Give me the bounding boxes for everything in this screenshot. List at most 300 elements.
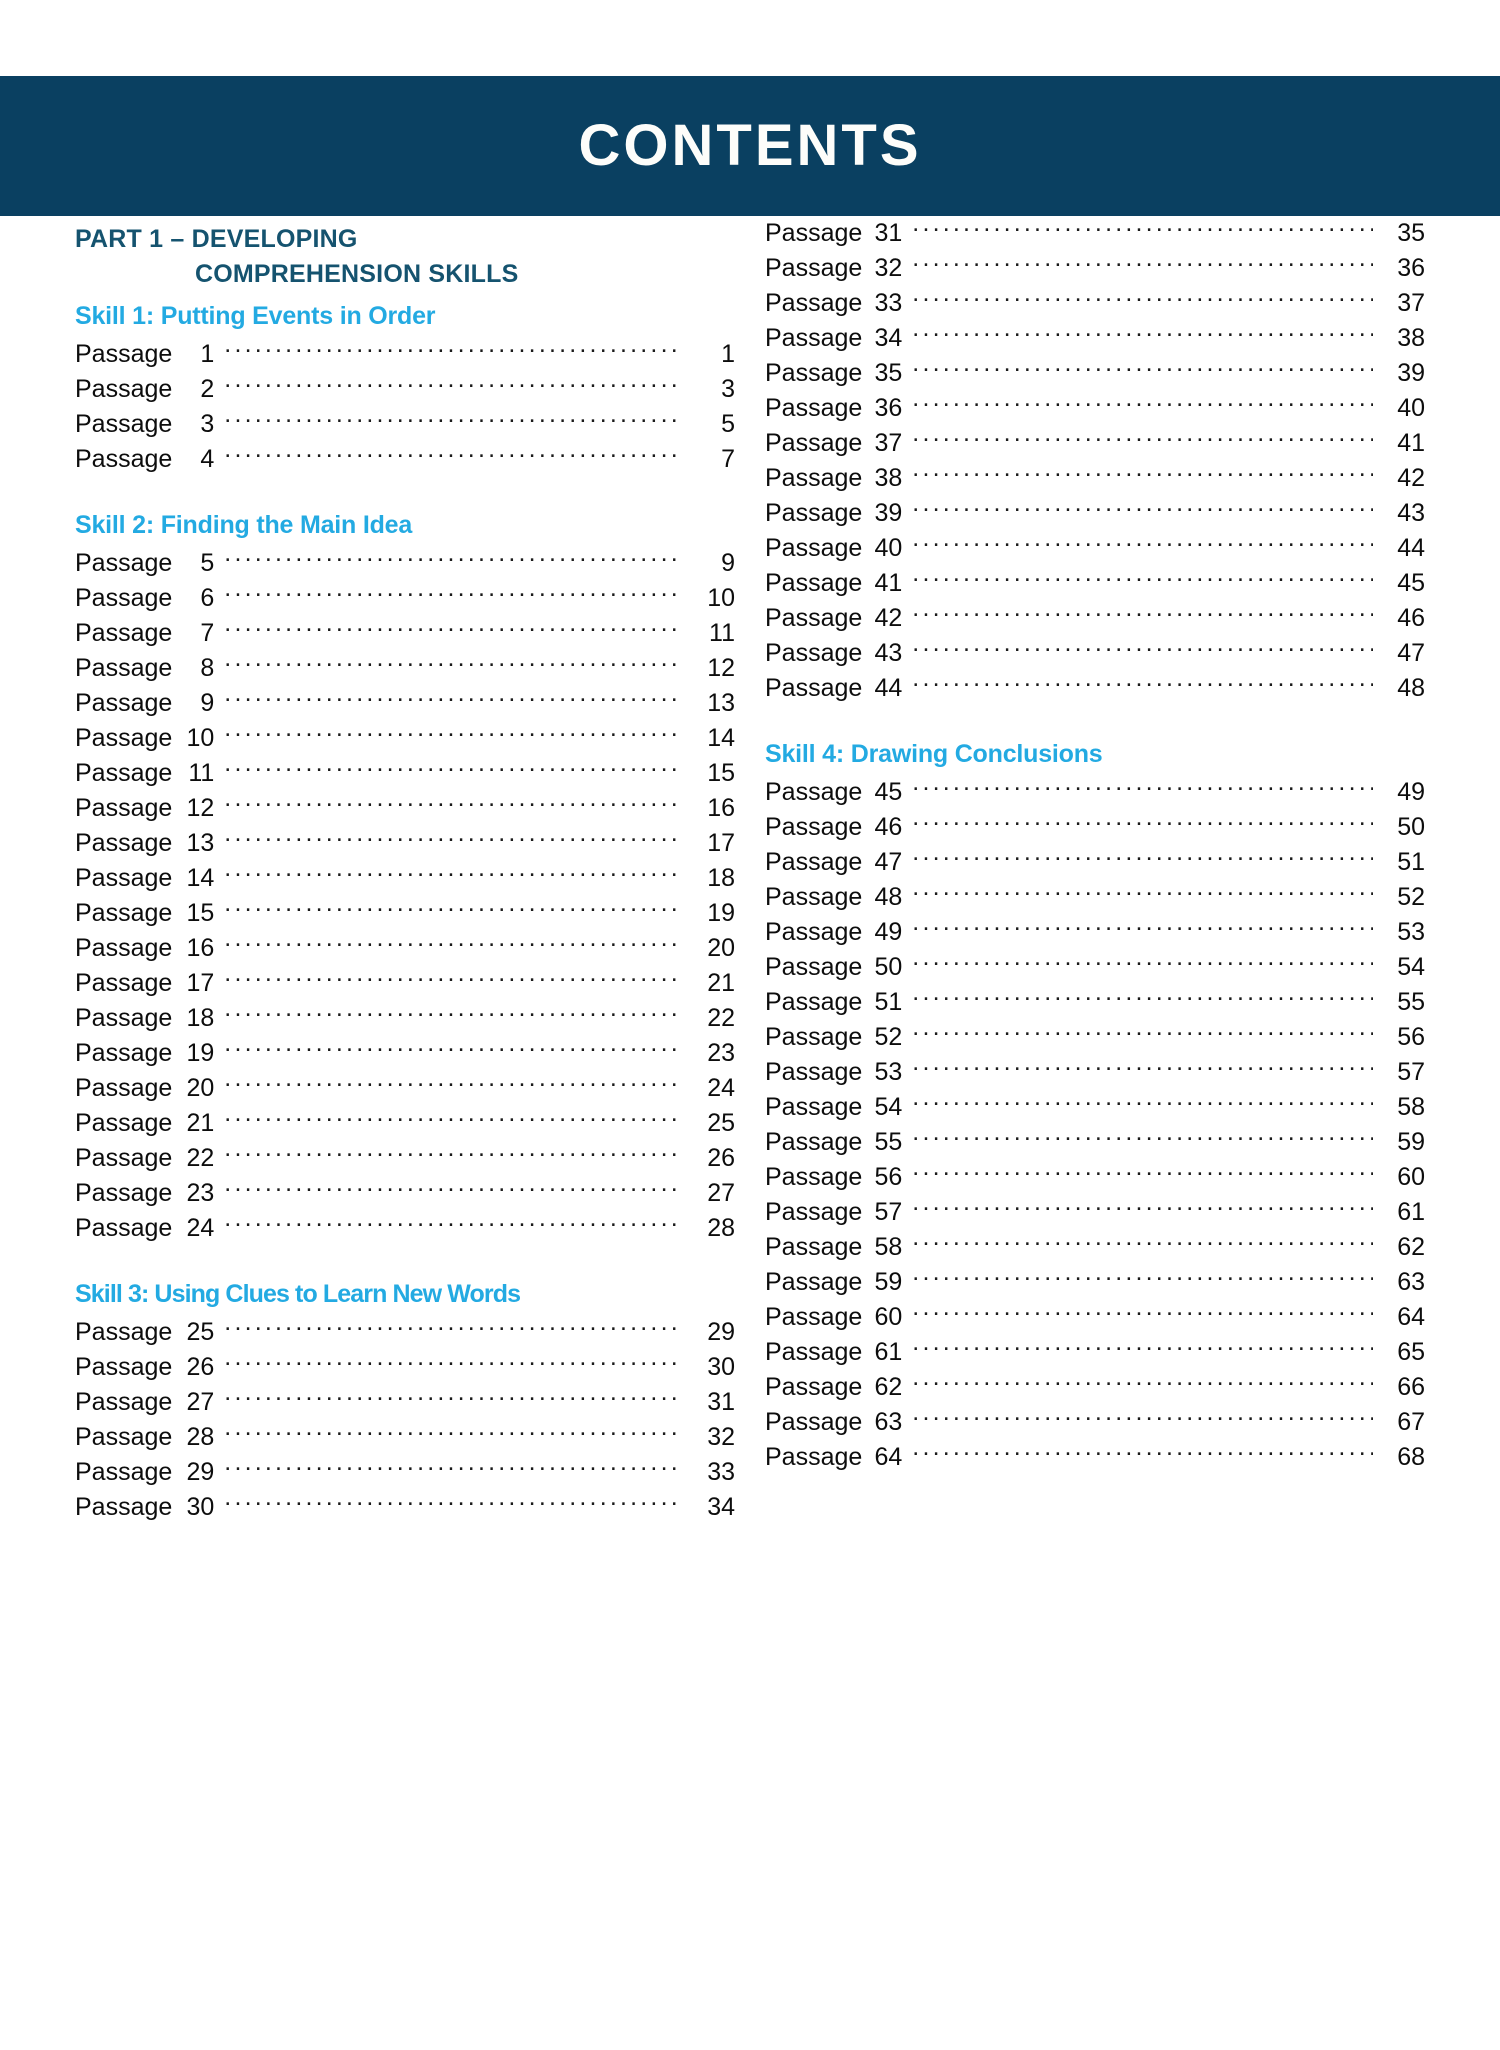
part-heading <box>75 222 735 292</box>
contents-entry-row[interactable] <box>765 1160 1425 1195</box>
entry-page-number: 64 <box>1397 1303 1425 1331</box>
skill-heading-1: Skill 1: Putting Events in Order <box>75 302 436 330</box>
entry-label: Passage <box>765 1303 863 1331</box>
dot-leader <box>912 1335 1373 1360</box>
dot-leader <box>912 1160 1373 1185</box>
entry-label: Passage <box>765 953 863 981</box>
entry-number: 26 <box>186 1353 215 1381</box>
entry-number: 32 <box>874 254 903 282</box>
contents-entry-row[interactable] <box>75 337 735 372</box>
entry-label: Passage <box>765 394 863 422</box>
entry-number: 41 <box>874 569 903 597</box>
dot-leader <box>224 721 683 746</box>
entry-list-skill-2 <box>75 546 735 1246</box>
entry-label: Passage <box>75 1388 173 1416</box>
dot-leader <box>224 1455 683 1480</box>
dot-leader <box>912 985 1373 1010</box>
entry-number: 6 <box>200 584 215 612</box>
dot-leader <box>912 845 1373 870</box>
dot-leader <box>224 1036 683 1061</box>
contents-entry-row[interactable] <box>75 791 735 826</box>
entry-label: Passage <box>765 254 863 282</box>
entry-label: Passage <box>75 794 173 822</box>
entry-label: Passage <box>765 1338 863 1366</box>
entry-number: 52 <box>874 1023 903 1051</box>
dot-leader <box>912 1265 1373 1290</box>
entry-number: 1 <box>200 340 215 368</box>
entry-page-number: 35 <box>1397 219 1425 247</box>
dot-leader <box>224 1106 683 1131</box>
contents-entry-row[interactable] <box>75 407 735 442</box>
contents-entry-row[interactable] <box>765 915 1425 950</box>
contents-entry-row[interactable] <box>765 1230 1425 1265</box>
contents-entry-row[interactable] <box>75 1420 735 1455</box>
dot-leader <box>224 1141 683 1166</box>
dot-leader <box>912 321 1373 346</box>
entry-page-number: 29 <box>707 1318 735 1346</box>
entry-page-number: 12 <box>707 654 735 682</box>
entry-number: 12 <box>186 794 215 822</box>
entry-label: Passage <box>765 1268 863 1296</box>
dot-leader <box>224 861 683 886</box>
contents-entry-row[interactable] <box>75 1385 735 1420</box>
contents-entry-row[interactable] <box>75 1001 735 1036</box>
entry-number: 18 <box>186 1004 215 1032</box>
entry-number: 51 <box>874 988 903 1016</box>
contents-entry-row[interactable] <box>765 1335 1425 1370</box>
entry-label: Passage <box>765 988 863 1016</box>
contents-entry-row[interactable] <box>75 896 735 931</box>
contents-entry-row[interactable] <box>765 1195 1425 1230</box>
dot-leader <box>912 1125 1373 1150</box>
entry-label: Passage <box>75 1109 173 1137</box>
entry-page-number: 24 <box>707 1074 735 1102</box>
contents-entry-row[interactable] <box>765 880 1425 915</box>
entry-label: Passage <box>765 324 863 352</box>
contents-entry-row[interactable] <box>765 950 1425 985</box>
entry-page-number: 38 <box>1397 324 1425 352</box>
entry-page-number: 15 <box>707 759 735 787</box>
entry-number: 10 <box>186 724 215 752</box>
dot-leader <box>224 1420 683 1445</box>
entry-label: Passage <box>75 340 173 368</box>
contents-entry-row[interactable] <box>75 931 735 966</box>
dot-leader <box>912 566 1373 591</box>
skill-heading-2: Skill 2: Finding the Main Idea <box>75 511 413 539</box>
entry-label: Passage <box>765 778 863 806</box>
dot-leader <box>912 1020 1373 1045</box>
entry-label: Passage <box>75 375 173 403</box>
contents-entry-row[interactable] <box>765 636 1425 671</box>
entry-label: Passage <box>765 813 863 841</box>
entry-label: Passage <box>765 674 863 702</box>
entry-number: 5 <box>200 549 215 577</box>
dot-leader <box>224 442 683 467</box>
dot-leader <box>912 636 1373 661</box>
contents-left-column <box>75 216 735 1525</box>
dot-leader <box>912 426 1373 451</box>
entry-page-number: 58 <box>1397 1093 1425 1121</box>
contents-entry-row[interactable] <box>75 826 735 861</box>
entry-label: Passage <box>75 410 173 438</box>
contents-entry-row[interactable] <box>765 1300 1425 1335</box>
dot-leader <box>224 337 683 362</box>
dot-leader <box>912 356 1373 381</box>
dot-leader <box>912 1405 1373 1430</box>
dot-leader <box>224 616 683 641</box>
entry-label: Passage <box>765 499 863 527</box>
entry-label: Passage <box>75 619 173 647</box>
dot-leader <box>224 791 683 816</box>
entry-label: Passage <box>75 1493 173 1521</box>
entry-number: 31 <box>874 219 903 247</box>
entry-page-number: 14 <box>707 724 735 752</box>
contents-entry-row[interactable] <box>765 251 1425 286</box>
entry-number: 46 <box>874 813 903 841</box>
entry-number: 13 <box>186 829 215 857</box>
entry-number: 47 <box>874 848 903 876</box>
skill-heading-3: Skill 3: Using Clues to Learn New Words <box>75 1280 521 1308</box>
entry-number: 38 <box>874 464 903 492</box>
entry-number: 28 <box>186 1423 215 1451</box>
dot-leader <box>912 286 1373 311</box>
part-heading-line-1: PART 1 – DEVELOPING <box>75 225 358 253</box>
entry-number: 4 <box>200 445 215 473</box>
entry-number: 63 <box>874 1408 903 1436</box>
entry-page-number: 53 <box>1397 918 1425 946</box>
entry-label: Passage <box>765 639 863 667</box>
contents-entry-row[interactable] <box>765 1090 1425 1125</box>
dot-leader <box>224 546 683 571</box>
entry-number: 3 <box>200 410 215 438</box>
dot-leader <box>912 391 1373 416</box>
contents-entry-row[interactable] <box>765 1440 1425 1475</box>
entry-label: Passage <box>75 549 173 577</box>
entry-page-number: 49 <box>1397 778 1425 806</box>
contents-entry-row[interactable] <box>75 1106 735 1141</box>
entry-label: Passage <box>765 604 863 632</box>
contents-entry-row[interactable] <box>765 286 1425 321</box>
entry-label: Passage <box>75 864 173 892</box>
entry-page-number: 36 <box>1397 254 1425 282</box>
contents-entry-row[interactable] <box>765 461 1425 496</box>
dot-leader <box>912 880 1373 905</box>
entry-page-number: 34 <box>707 1493 735 1521</box>
dot-leader <box>224 686 683 711</box>
entry-number: 20 <box>186 1074 215 1102</box>
contents-entry-row[interactable] <box>765 321 1425 356</box>
entry-number: 58 <box>874 1233 903 1261</box>
entry-page-number: 30 <box>707 1353 735 1381</box>
entry-number: 24 <box>186 1214 215 1242</box>
contents-entry-row[interactable] <box>75 1350 735 1385</box>
entry-number: 25 <box>186 1318 215 1346</box>
dot-leader <box>224 1385 683 1410</box>
entry-label: Passage <box>75 1039 173 1067</box>
entry-number: 44 <box>874 674 903 702</box>
entry-page-number: 63 <box>1397 1268 1425 1296</box>
contents-entry-row[interactable] <box>75 861 735 896</box>
entry-page-number: 56 <box>1397 1023 1425 1051</box>
entry-number: 34 <box>874 324 903 352</box>
part-heading-line-2: COMPREHENSION SKILLS <box>195 260 519 288</box>
dot-leader <box>912 775 1373 800</box>
dot-leader <box>224 966 683 991</box>
entry-page-number: 19 <box>707 899 735 927</box>
entry-page-number: 11 <box>709 619 735 647</box>
entry-number: 37 <box>874 429 903 457</box>
entry-page-number: 60 <box>1397 1163 1425 1191</box>
entry-number: 17 <box>186 969 215 997</box>
contents-entry-row[interactable] <box>765 845 1425 880</box>
dot-leader <box>912 915 1373 940</box>
entry-number: 15 <box>186 899 215 927</box>
contents-entry-row[interactable] <box>765 1055 1425 1090</box>
entry-label: Passage <box>75 1423 173 1451</box>
entry-number: 16 <box>186 934 215 962</box>
contents-entry-row[interactable] <box>765 1020 1425 1055</box>
entry-number: 35 <box>874 359 903 387</box>
contents-entry-row[interactable] <box>75 721 735 756</box>
entry-page-number: 50 <box>1397 813 1425 841</box>
contents-entry-row[interactable] <box>765 216 1425 251</box>
dot-leader <box>912 671 1373 696</box>
dot-leader <box>224 1490 683 1515</box>
entry-page-number: 13 <box>707 689 735 717</box>
contents-entry-row[interactable] <box>75 1141 735 1176</box>
entry-number: 62 <box>874 1373 903 1401</box>
contents-entry-row[interactable] <box>75 1036 735 1071</box>
contents-entry-row[interactable] <box>75 581 735 616</box>
entry-number: 40 <box>874 534 903 562</box>
entry-page-number: 40 <box>1397 394 1425 422</box>
entry-page-number: 51 <box>1397 848 1425 876</box>
entry-page-number: 21 <box>707 969 735 997</box>
dot-leader <box>224 651 683 676</box>
entry-page-number: 27 <box>707 1179 735 1207</box>
entry-page-number: 45 <box>1397 569 1425 597</box>
entry-label: Passage <box>75 689 173 717</box>
entry-number: 60 <box>874 1303 903 1331</box>
dot-leader <box>912 601 1373 626</box>
entry-number: 48 <box>874 883 903 911</box>
dot-leader <box>912 1090 1373 1115</box>
entry-label: Passage <box>75 934 173 962</box>
entry-page-number: 7 <box>721 445 735 473</box>
entry-label: Passage <box>75 1214 173 1242</box>
entry-label: Passage <box>75 1004 173 1032</box>
contents-entry-row[interactable] <box>75 616 735 651</box>
entry-page-number: 68 <box>1397 1443 1425 1471</box>
entry-page-number: 54 <box>1397 953 1425 981</box>
entry-number: 14 <box>186 864 215 892</box>
contents-entry-row[interactable] <box>75 651 735 686</box>
entry-page-number: 28 <box>707 1214 735 1242</box>
entry-page-number: 65 <box>1397 1338 1425 1366</box>
entry-page-number: 47 <box>1397 639 1425 667</box>
entry-page-number: 41 <box>1397 429 1425 457</box>
dot-leader <box>912 496 1373 521</box>
dot-leader <box>224 756 683 781</box>
dot-leader <box>224 1176 683 1201</box>
contents-entry-row[interactable] <box>765 1370 1425 1405</box>
entry-label: Passage <box>765 1163 863 1191</box>
entry-number: 19 <box>186 1039 215 1067</box>
dot-leader <box>224 1071 683 1096</box>
entry-number: 21 <box>186 1109 215 1137</box>
dot-leader <box>912 1055 1373 1080</box>
entry-page-number: 3 <box>721 375 735 403</box>
entry-page-number: 18 <box>707 864 735 892</box>
contents-entry-row[interactable] <box>765 601 1425 636</box>
contents-entry-row[interactable] <box>765 671 1425 706</box>
entry-number: 55 <box>874 1128 903 1156</box>
dot-leader <box>912 251 1373 276</box>
entry-number: 45 <box>874 778 903 806</box>
entry-page-number: 22 <box>707 1004 735 1032</box>
dot-leader <box>224 1211 683 1236</box>
dot-leader <box>224 407 683 432</box>
skill-heading-4: Skill 4: Drawing Conclusions <box>765 740 1103 768</box>
dot-leader <box>224 896 683 921</box>
entry-label: Passage <box>765 359 863 387</box>
dot-leader <box>224 931 683 956</box>
entry-label: Passage <box>75 829 173 857</box>
entry-page-number: 26 <box>707 1144 735 1172</box>
entry-page-number: 31 <box>707 1388 735 1416</box>
contents-entry-row[interactable] <box>75 1455 735 1490</box>
entry-label: Passage <box>75 1179 173 1207</box>
page-title: CONTENTS <box>578 113 922 178</box>
entry-page-number: 43 <box>1397 499 1425 527</box>
entry-page-number: 9 <box>721 549 735 577</box>
dot-leader <box>912 1195 1373 1220</box>
entry-page-number: 23 <box>707 1039 735 1067</box>
entry-page-number: 44 <box>1397 534 1425 562</box>
contents-entry-row[interactable] <box>75 1315 735 1350</box>
entry-label: Passage <box>765 1058 863 1086</box>
entry-label: Passage <box>75 1458 173 1486</box>
entry-page-number: 61 <box>1397 1198 1425 1226</box>
entry-number: 29 <box>186 1458 215 1486</box>
contents-entry-row[interactable] <box>765 566 1425 601</box>
contents-entry-row[interactable] <box>765 1405 1425 1440</box>
contents-entry-row[interactable] <box>765 1265 1425 1300</box>
entry-number: 43 <box>874 639 903 667</box>
entry-number: 9 <box>200 689 215 717</box>
contents-entry-row[interactable] <box>75 1211 735 1246</box>
entry-label: Passage <box>765 1093 863 1121</box>
entry-list-skill-4 <box>765 775 1425 1475</box>
entry-label: Passage <box>75 724 173 752</box>
entry-label: Passage <box>765 429 863 457</box>
contents-entry-row[interactable] <box>765 531 1425 566</box>
entry-page-number: 46 <box>1397 604 1425 632</box>
entry-number: 30 <box>186 1493 215 1521</box>
entry-number: 36 <box>874 394 903 422</box>
contents-entry-row[interactable] <box>75 442 735 477</box>
contents-entry-row[interactable] <box>765 985 1425 1020</box>
contents-entry-row[interactable] <box>75 546 735 581</box>
dot-leader <box>224 581 683 606</box>
contents-entry-row[interactable] <box>75 686 735 721</box>
dot-leader <box>912 1440 1373 1465</box>
contents-entry-row[interactable] <box>765 1125 1425 1160</box>
dot-leader <box>912 950 1373 975</box>
entry-number: 33 <box>874 289 903 317</box>
contents-entry-row[interactable] <box>765 810 1425 845</box>
contents-entry-row[interactable] <box>765 356 1425 391</box>
entry-page-number: 57 <box>1397 1058 1425 1086</box>
entry-number: 27 <box>186 1388 215 1416</box>
entry-label: Passage <box>765 1373 863 1401</box>
dot-leader <box>912 810 1373 835</box>
entry-page-number: 33 <box>707 1458 735 1486</box>
entry-label: Passage <box>75 899 173 927</box>
entry-label: Passage <box>75 1074 173 1102</box>
contents-entry-row[interactable] <box>75 1071 735 1106</box>
entry-page-number: 10 <box>707 584 735 612</box>
entry-number: 50 <box>874 953 903 981</box>
entry-number: 2 <box>200 375 215 403</box>
entry-number: 64 <box>874 1443 903 1471</box>
entry-label: Passage <box>765 1198 863 1226</box>
entry-number: 42 <box>874 604 903 632</box>
entry-page-number: 32 <box>707 1423 735 1451</box>
entry-label: Passage <box>765 289 863 317</box>
entry-label: Passage <box>765 1128 863 1156</box>
entry-number: 61 <box>874 1338 903 1366</box>
entry-label: Passage <box>765 918 863 946</box>
contents-entry-row[interactable] <box>765 391 1425 426</box>
entry-label: Passage <box>75 1144 173 1172</box>
contents-entry-row[interactable] <box>75 372 735 407</box>
dot-leader <box>224 826 683 851</box>
entry-number: 8 <box>200 654 215 682</box>
contents-entry-row[interactable] <box>75 756 735 791</box>
dot-leader <box>912 1230 1373 1255</box>
entry-label: Passage <box>765 883 863 911</box>
entry-label: Passage <box>75 969 173 997</box>
entry-number: 59 <box>874 1268 903 1296</box>
entry-page-number: 67 <box>1397 1408 1425 1436</box>
entry-label: Passage <box>75 445 173 473</box>
entry-page-number: 20 <box>707 934 735 962</box>
entry-page-number: 42 <box>1397 464 1425 492</box>
entry-number: 23 <box>186 1179 215 1207</box>
entry-page-number: 1 <box>721 340 735 368</box>
entry-number: 39 <box>874 499 903 527</box>
contents-entry-row[interactable] <box>75 1176 735 1211</box>
contents-entry-row[interactable] <box>765 426 1425 461</box>
entry-label: Passage <box>765 848 863 876</box>
contents-entry-row[interactable] <box>75 1490 735 1525</box>
entry-number: 57 <box>874 1198 903 1226</box>
dot-leader <box>912 531 1373 556</box>
dot-leader <box>912 461 1373 486</box>
entry-page-number: 39 <box>1397 359 1425 387</box>
dot-leader <box>224 372 683 397</box>
entry-label: Passage <box>75 1353 173 1381</box>
entry-page-number: 52 <box>1397 883 1425 911</box>
entry-list-continued <box>765 216 1425 706</box>
entry-label: Passage <box>765 569 863 597</box>
entry-label: Passage <box>75 584 173 612</box>
contents-entry-row[interactable] <box>765 496 1425 531</box>
contents-entry-row[interactable] <box>765 775 1425 810</box>
dot-leader <box>224 1350 683 1375</box>
contents-entry-row[interactable] <box>75 966 735 1001</box>
